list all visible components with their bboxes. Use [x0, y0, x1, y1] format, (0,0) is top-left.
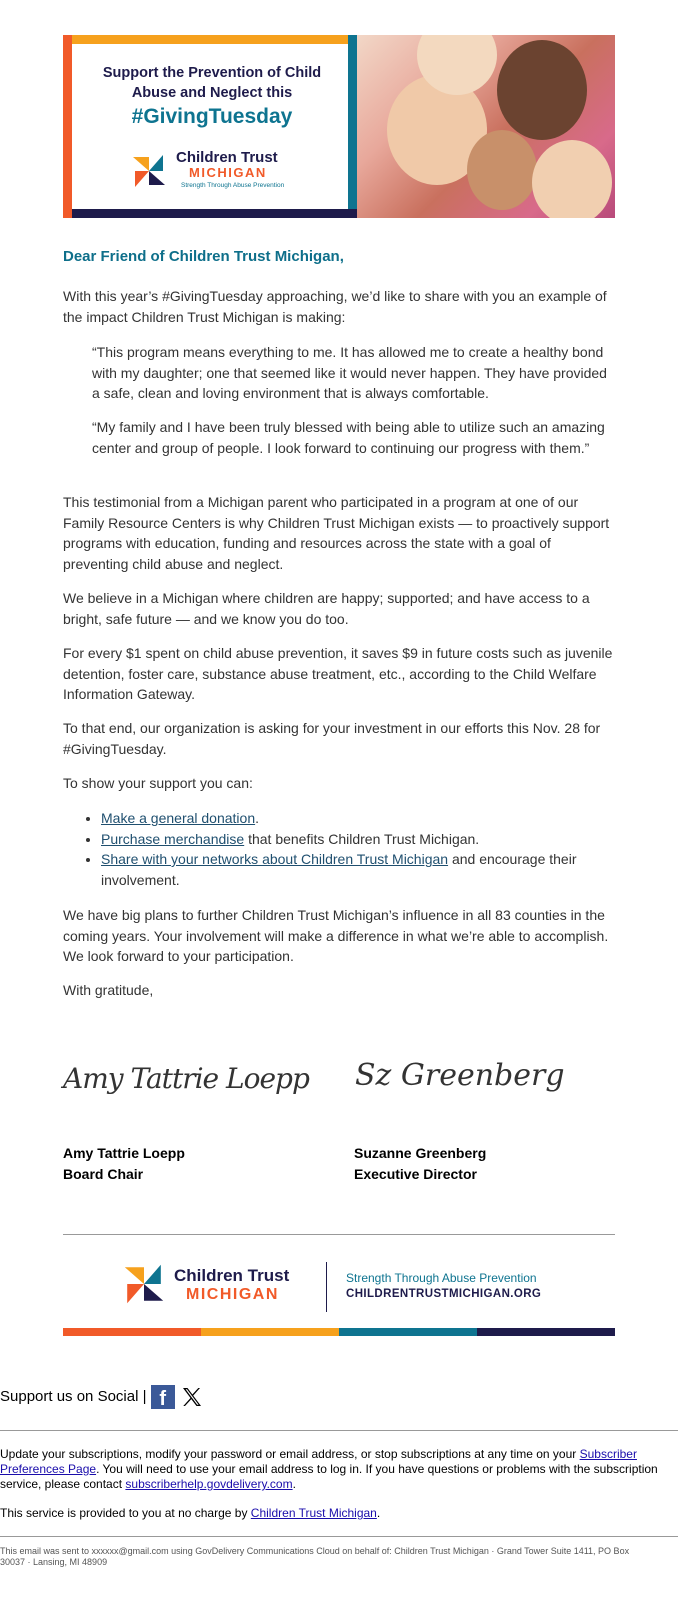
list-item — [101, 808, 653, 829]
footer-logo — [118, 1258, 578, 1316]
signer-name: Suzanne Greenberg — [354, 1145, 487, 1161]
list-item — [101, 829, 653, 850]
children-trust-link[interactable]: Children Trust Michigan — [250, 1506, 377, 1520]
service-text — [0, 1506, 680, 1521]
signer-block — [63, 1143, 185, 1184]
banner-logo-name: Children Trust — [176, 149, 278, 166]
logo-separator — [326, 1262, 327, 1312]
banner-headline: Support the Prevention of Child Abuse and Neglect this — [102, 65, 322, 101]
banner-logo-state: MICHIGAN — [189, 165, 267, 180]
banner-bar-bottom — [72, 209, 357, 218]
body-paragraph: For every $1 spent on child abuse prevention, it saves $9 in future costs such as juvenile detention, foster care, substance abuse treatment, etc., according to the Child Welfare Information Gateway. — [63, 645, 613, 702]
banner-logo — [129, 147, 319, 197]
signature-image: Amy Tattrie Loepp — [63, 1062, 309, 1095]
subscription-text — [0, 1447, 680, 1492]
subscription-text-part: . — [292, 1477, 296, 1491]
testimonial-quote: “My family and I have been truly blessed with being able to utilize such an amazing center and group of people. I look forward to continuing our progress with them.” — [92, 419, 605, 456]
footer-website: CHILDRENTRUSTMICHIGAN.ORG — [346, 1288, 542, 1300]
x-icon[interactable] — [179, 1385, 205, 1409]
color-bar-segment — [201, 1328, 339, 1336]
donate-link[interactable]: Make a general donation — [101, 810, 256, 826]
merchandise-link[interactable]: Purchase merchandise — [101, 830, 245, 847]
body-paragraph: This testimonial from a Michigan parent who participated in a program at one of our Family Resource Centers is why Children Trust Michigan exists — to proactively support programs with education, funding and resources across the state with a goal of preventing child abuse and neglect. — [63, 494, 610, 572]
subscriber-preferences-link[interactable]: Subscriber Preferences Page — [0, 1447, 637, 1476]
pinwheel-icon — [129, 151, 169, 191]
subscriber-help-link[interactable]: subscriberhelp.govdelivery.com — [125, 1477, 293, 1491]
divider — [63, 1234, 615, 1235]
signer-title: Board Chair — [63, 1165, 144, 1182]
child-face — [532, 140, 612, 218]
color-bar-segment — [477, 1328, 615, 1336]
list-item-text: . — [255, 810, 259, 826]
banner-hashtag: #GivingTuesday — [131, 105, 293, 128]
service-text-part: . — [376, 1506, 381, 1520]
service-text-part: This service is provided to you at no charge by — [0, 1506, 251, 1520]
pinwheel-icon — [120, 1260, 168, 1308]
banner-bar-top — [72, 35, 355, 44]
banner-image — [63, 35, 615, 218]
share-link[interactable]: Share with your networks about Children Trust Michigan — [101, 851, 449, 867]
body-paragraph: To that end, our organization is asking for your investment in our efforts this Nov. 28 for #GivingTuesday. — [63, 720, 601, 757]
signature-image: Sz Greenberg — [355, 1058, 565, 1093]
color-bar-segment — [63, 1328, 201, 1336]
signer-name: Amy Tattrie Loepp — [63, 1145, 185, 1161]
social-label: Support us on Social | — [0, 1387, 147, 1405]
social-row — [0, 1385, 205, 1409]
banner-bar-right — [348, 35, 357, 218]
signer-block — [354, 1143, 486, 1184]
body-paragraph: To show your support you can: — [63, 775, 253, 791]
signoff: With gratitude, — [63, 982, 154, 998]
testimonial-quote: “This program means everything to me. It has allowed me to create a healthy bond with my daughter; one that seemed like it would never happen. They have provided a safe, clean and loving environment that is always comfortable. — [92, 344, 607, 401]
banner-bar-left — [63, 35, 72, 218]
facebook-icon[interactable]: f — [151, 1385, 175, 1409]
footer-tagline: Strength Through Abuse Prevention — [346, 1271, 537, 1285]
children-photo — [357, 35, 615, 218]
footer-logo-name: Children Trust — [174, 1266, 290, 1285]
signer-title: Executive Director — [354, 1165, 477, 1182]
closing-paragraph: We have big plans to further Children Trust Michigan’s influence in all 83 counties in the coming years. Your involvement will make a difference in what we’re able to accomplish. We look forward to your participation. — [63, 907, 609, 964]
subscription-text-part: Update your subscriptions, modify your password or email address, or stop subscriptions at any time on your — [0, 1447, 580, 1461]
body-paragraph: We believe in a Michigan where children are happy; supported; and have access to a bright, safe future — and we know you do too. — [63, 590, 590, 627]
child-face — [467, 130, 537, 210]
footer-logo-state: MICHIGAN — [186, 1286, 279, 1303]
color-bar-segment — [339, 1328, 477, 1336]
list-item-text: that benefits Children Trust Michigan. — [244, 830, 480, 847]
child-face — [497, 40, 587, 140]
intro-paragraph: With this year’s #GivingTuesday approaching, we’d like to share with you an example of the impact Children Trust Michigan is making: — [63, 288, 607, 325]
greeting: Dear Friend of Children Trust Michigan, — [63, 248, 344, 265]
support-actions-list — [63, 808, 653, 890]
color-bar — [63, 1328, 615, 1336]
divider — [0, 1430, 678, 1431]
divider — [0, 1536, 678, 1537]
list-item-text: and encourage their involvement. — [101, 851, 577, 888]
subscription-text-part: . You will need to use your email address to log in. If you have questions or problems with the subscription service, please contact — [0, 1462, 658, 1491]
banner-logo-tagline: Strength Through Abuse Prevention — [181, 182, 285, 189]
list-item — [101, 849, 653, 890]
header-banner — [63, 35, 615, 218]
legal-text: This email was sent to xxxxxx@gmail.com using GovDelivery Communications Cloud on behalf of: Children Trust Michigan · Grand Tower Suite 1411, PO Box 30037 · Lansing, MI 48909 — [0, 1546, 630, 1567]
